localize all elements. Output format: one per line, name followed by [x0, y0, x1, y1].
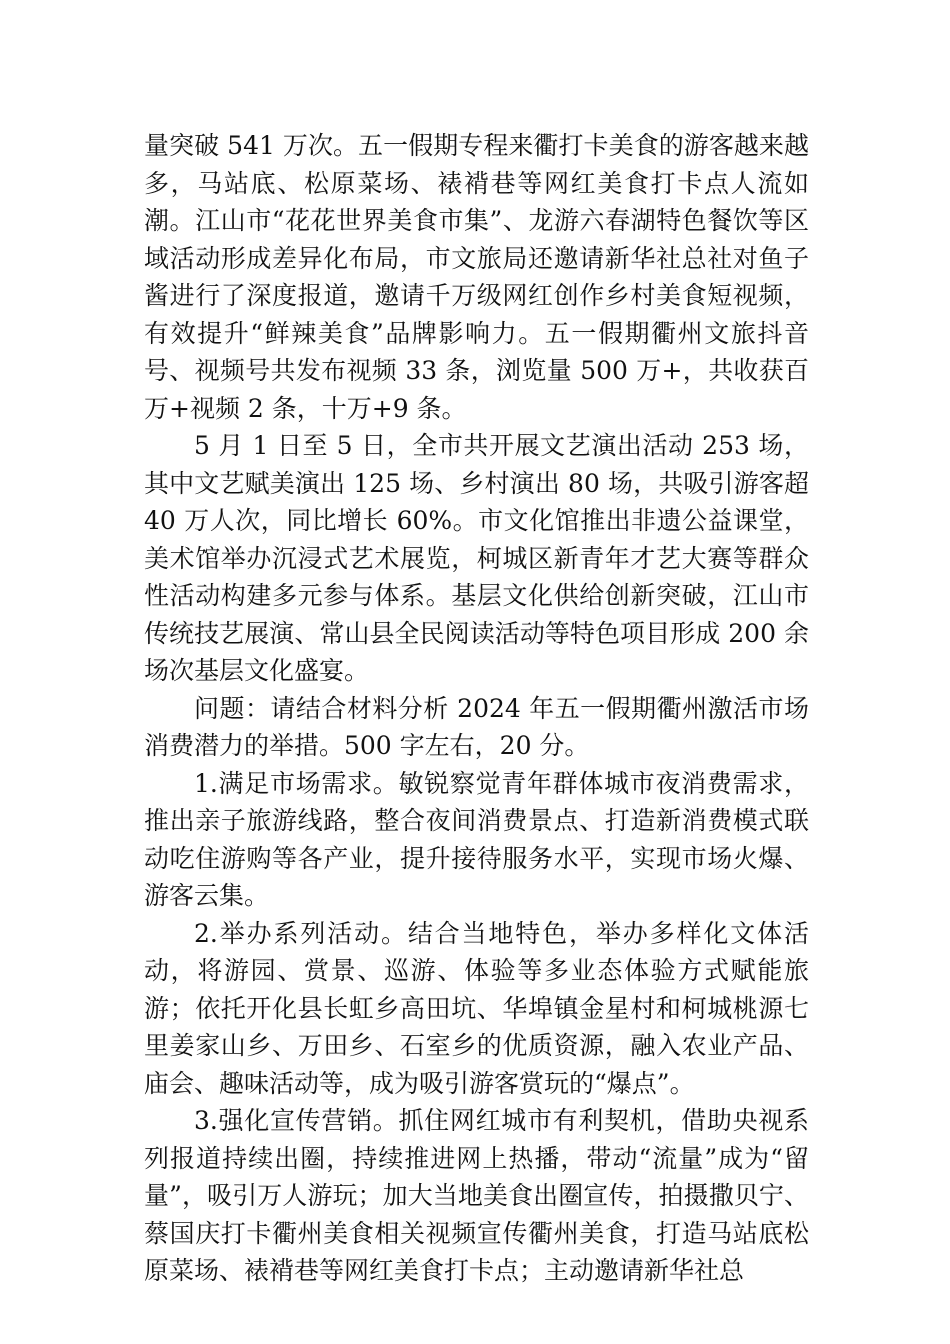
- paragraph-answer-2: 2.举办系列活动。结合当地特色，举办多样化文体活动，将游园、赏景、巡游、体验等多业态体验方式赋能旅游；依托开化县长虹乡高田坑、华埠镇金星村和柯城桃源七里姜家山乡、万田乡、石室乡的优质资源，融入农业产品、庙会、趣味活动等，成为吸引游客赏玩的“爆点”。: [144, 918, 809, 1098]
- document-body: [144, 127, 809, 1290]
- paragraph-continued: 量突破 541 万次。五一假期专程来衢打卡美食的游客越来越多，马站底、松原菜场、裱褙巷等网红美食打卡点人流如潮。江山市“花花世界美食市集”、龙游六春湖特色餐饮等区域活动形成差异化布局，市文旅局还邀请新华社总社对鱼子酱进行了深度报道，邀请千万级网红创作乡村美食短视频，有效提升“鲜辣美食”品牌影响力。五一假期衢州文旅抖音号、视频号共发布视频 33 条，浏览量 500 万+，共收获百万+视频 2 条，十万+9 条。: [144, 131, 809, 423]
- paragraph-answer-3: 3.强化宣传营销。抓住网红城市有利契机，借助央视系列报道持续出圈，持续推进网上热播，带动“流量”成为“留量”，吸引万人游玩；加大当地美食出圈宣传，拍摄撒贝宁、蔡国庆打卡衢州美食相关视频宣传衢州美食，打造马站底松原菜场、裱褙巷等网红美食打卡点；主动邀请新华社总: [144, 1106, 809, 1285]
- paragraph-performances: 5 月 1 日至 5 日，全市共开展文艺演出活动 253 场，其中文艺赋美演出 125 场、乡村演出 80 场，共吸引游客超 40 万人次，同比增长 60%。市文化馆推出非遗公益课堂，美术馆举办沉浸式艺术展览，柯城区新青年才艺大赛等群众性活动构建多元参与体系。基层文化供给创新突破，江山市传统技艺展演、常山县全民阅读活动等特色项目形成 200 余场次基层文化盛宴。: [144, 431, 809, 685]
- paragraph-answer-1: 1.满足市场需求。敏锐察觉青年群体城市夜消费需求，推出亲子旅游线路，整合夜间消费景点、打造新消费模式联动吃住游购等各产业，提升接待服务水平，实现市场火爆、游客云集。: [144, 768, 809, 910]
- paragraph-question: 问题：请结合材料分析 2024 年五一假期衢州激活市场消费潜力的举措。500 字左右，20 分。: [144, 693, 809, 760]
